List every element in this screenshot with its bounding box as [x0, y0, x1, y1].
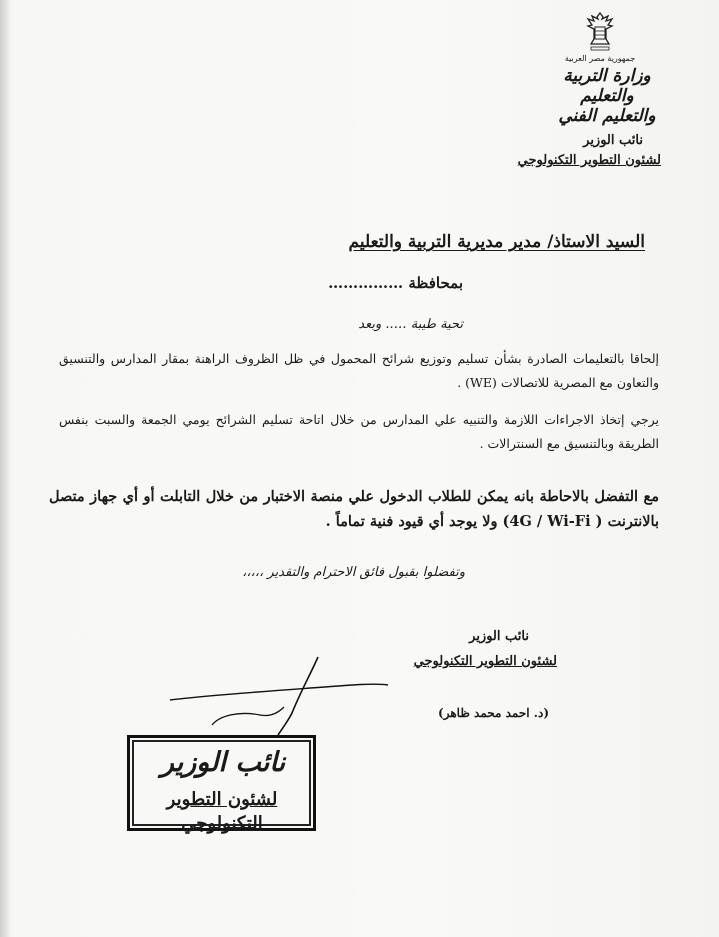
header-department: لشئون التطوير التكنولوجي — [517, 153, 661, 168]
ministry-logo — [548, 66, 666, 126]
paragraph-2: يرجي إتخاذ الاجراءات اللازمة والتنبيه علي المدارس من خلال اتاحة تسليم الشرائح يومي الجمعة والسبت بنفس الطريقة وبالتنسيق مع السنترالات . — [59, 412, 659, 451]
signature-deputy-title: نائب الوزير — [469, 629, 529, 644]
signature-department: لشئون التطوير التكنولوجي — [413, 654, 557, 669]
addressee: السيد الاستاذ/ مدير مديرية التربية والتعليم — [348, 232, 645, 252]
handwritten-signature — [150, 655, 390, 745]
country-name: جمهورية مصر العربية — [564, 54, 636, 63]
eagle-emblem-icon — [583, 10, 617, 52]
closing-salutation: وتفضلوا بقبول فائق الاحترام والتقدير ،،،،، — [242, 565, 465, 580]
page-edge-shadow — [0, 0, 10, 937]
stamp-department: لشئون التطوير التكنولوجي — [166, 789, 278, 834]
paragraph-3: مع التفضل بالاحاطة بانه يمكن للطلاب الدخول علي منصة الاختبار من خلال التابلت أو أي جهاز متصل بالانترنت ( 4G / Wi-Fi) ولا يوجد أي قيود فنية تماماً . — [49, 488, 659, 530]
header-deputy-title: نائب الوزير — [583, 133, 643, 148]
ministry-line2: والتعليم الفني — [558, 106, 656, 126]
signatory-name: (د. احمد محمد ظاهر) — [438, 706, 549, 720]
official-stamp — [127, 735, 316, 834]
ministry-line1: وزارة التربية والتعليم — [563, 66, 651, 106]
greeting: تحية طيبة ….. وبعد — [358, 317, 463, 332]
paragraph-1: إلحاقا بالتعليمات الصادرة بشأن تسليم وتوزيع شرائح المحمول في ظل الظروف الراهنة بمقار المدارس والتنسيق والتعاون مع المصرية للاتصالات (WE) . — [59, 351, 659, 390]
stamp-title: نائب الوزير — [160, 747, 286, 778]
governorate: بمحافظة …………… — [328, 274, 463, 292]
